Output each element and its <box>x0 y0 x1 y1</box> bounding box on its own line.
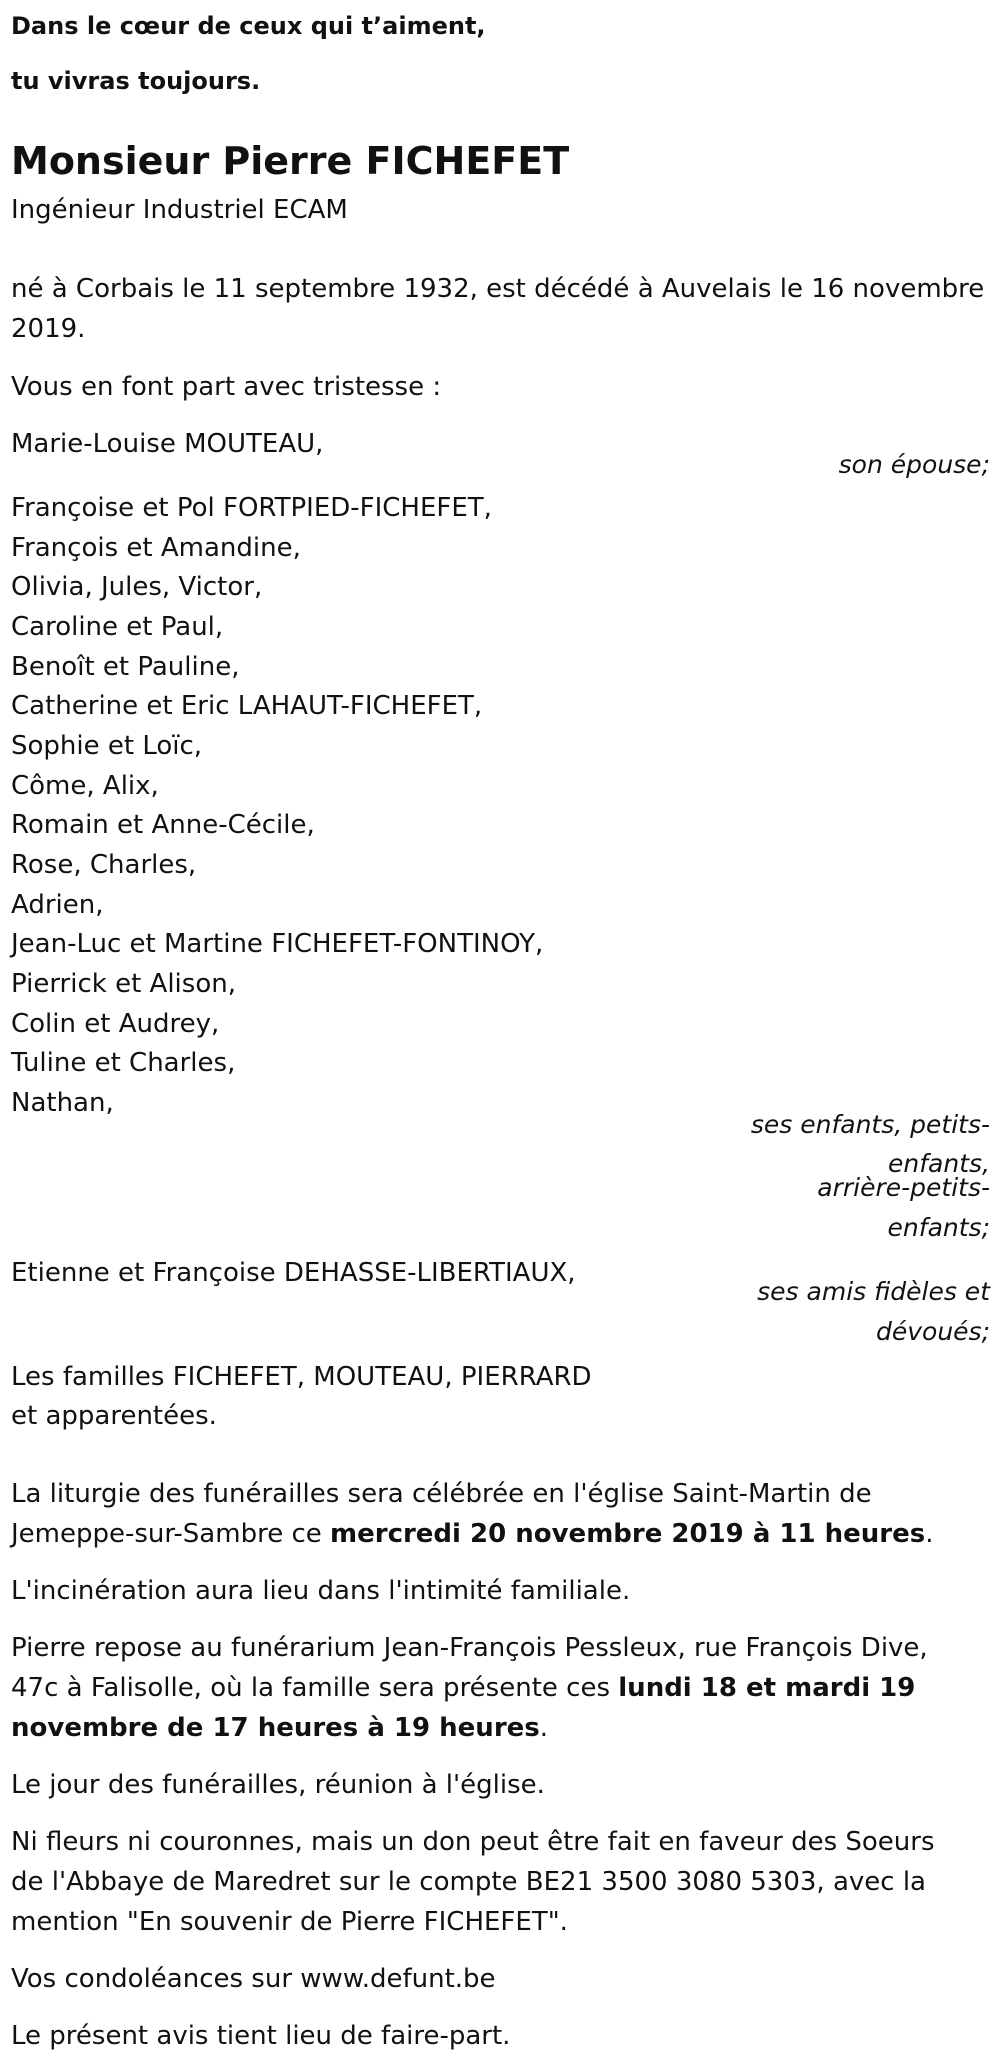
intro-text: Vous en font part avec tristesse : <box>11 372 442 402</box>
repose-line-3 <box>11 1708 548 1748</box>
notice-text: Le présent avis tient lieu de faire-part. <box>11 2021 511 2051</box>
flowers-line-2: de l'Abbaye de Maredret sur le compte BE21 3500 3080 5303, avec la <box>11 1867 926 1897</box>
liturgy-line-2 <box>11 1514 934 1554</box>
family-member: Olivia, Jules, Victor, <box>11 572 263 602</box>
birth-line-1: né à Corbais le 11 septembre 1932, est décédé à Auvelais le 16 novembre <box>11 274 985 304</box>
cremation-text: L'incinération aura lieu dans l'intimité familiale. <box>11 1576 631 1606</box>
flowers-line-1: Ni fleurs ni couronnes, mais un don peut être fait en faveur des Soeurs <box>11 1827 935 1857</box>
profession: Ingénieur Industriel ECAM <box>11 195 348 225</box>
spouse-name: Marie-Louise MOUTEAU, <box>11 429 324 459</box>
deceased-name: Monsieur Pierre FICHEFET <box>11 139 570 183</box>
visiting-days: lundi 18 et mardi 19 <box>618 1673 916 1703</box>
condolences-text: Vos condoléances sur www.defunt.be <box>11 1964 496 1994</box>
meeting-text: Le jour des funérailles, réunion à l'église. <box>11 1770 545 1800</box>
family-member: Nathan, <box>11 1088 114 1118</box>
family-role-line-2: enfants, <box>888 1149 990 1178</box>
repose-text: 47c à Falisolle, où la famille sera présente ces <box>11 1673 619 1703</box>
family-member: François et Amandine, <box>11 533 301 563</box>
liturgy-line-1: La liturgie des funérailles sera célébrée en l'église Saint-Martin de <box>11 1479 872 1509</box>
liturgy-text: Jemeppe-sur-Sambre ce <box>11 1519 331 1549</box>
epigraph-line-2: tu vivras toujours. <box>11 67 261 95</box>
repose-line-2 <box>11 1668 915 1708</box>
family-member: Françoise et Pol FORTPIED-FICHEFET, <box>11 493 492 523</box>
repose-period: . <box>539 1713 549 1743</box>
family-member: Tuline et Charles, <box>11 1048 236 1078</box>
birth-line-2: 2019. <box>11 314 86 344</box>
families-line-1: Les familles FICHEFET, MOUTEAU, PIERRARD <box>11 1362 592 1392</box>
visiting-hours: novembre de 17 heures à 19 heures <box>11 1713 540 1743</box>
repose-line-1: Pierre repose au funérarium Jean-François Pessleux, rue François Dive, <box>11 1633 928 1663</box>
family-member: Adrien, <box>11 890 104 920</box>
liturgy-period: . <box>925 1519 934 1549</box>
family-member: Caroline et Paul, <box>11 612 224 642</box>
epigraph-line-1: Dans le cœur de ceux qui t’aiment, <box>11 12 486 40</box>
spouse-role: son épouse; <box>838 450 990 479</box>
family-member: Côme, Alix, <box>11 771 159 801</box>
friends-name: Etienne et Françoise DEHASSE-LIBERTIAUX, <box>11 1258 576 1288</box>
families-line-2: et apparentées. <box>11 1401 217 1431</box>
family-member: Benoît et Pauline, <box>11 652 240 682</box>
family-member: Catherine et Eric LAHAUT-FICHEFET, <box>11 691 483 721</box>
flowers-line-3: mention "En souvenir de Pierre FICHEFET". <box>11 1907 568 1937</box>
family-member: Jean-Luc et Martine FICHEFET-FONTINOY, <box>11 929 544 959</box>
friends-role-line-2: dévoués; <box>875 1317 990 1346</box>
family-member: Rose, Charles, <box>11 850 197 880</box>
family-member: Sophie et Loïc, <box>11 731 203 761</box>
family-role-line-4: enfants; <box>887 1213 990 1242</box>
family-member: Pierrick et Alison, <box>11 969 236 999</box>
family-role-line-1: ses enfants, petits- <box>750 1110 990 1139</box>
family-member: Romain et Anne-Cécile, <box>11 810 315 840</box>
family-member: Colin et Audrey, <box>11 1009 220 1039</box>
family-role-line-3: arrière-petits- <box>817 1173 990 1202</box>
funeral-date: mercredi 20 novembre 2019 à 11 heures <box>330 1519 926 1549</box>
friends-role-line-1: ses amis fidèles et <box>757 1277 990 1306</box>
